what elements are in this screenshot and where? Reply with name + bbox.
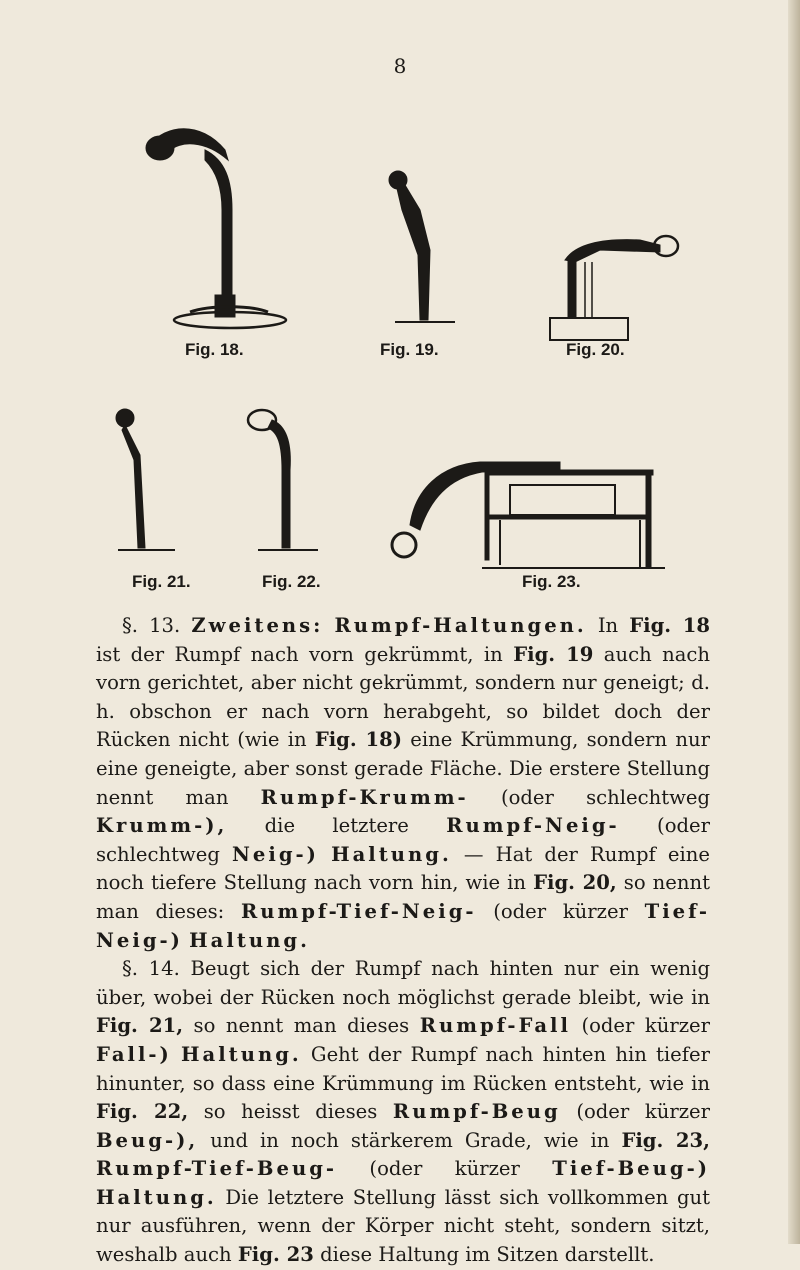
text-run: und in noch stärkerem Grade, wie in — [210, 1128, 610, 1152]
spaced-term: Rumpf-Krumm- — [260, 785, 469, 809]
spaced-term: Rumpf-Tief-Beug- — [96, 1157, 338, 1181]
fig23-illustration — [392, 462, 665, 568]
spaced-term: Haltung. — [189, 928, 310, 952]
spaced-term: Rumpf-Fall — [419, 1014, 571, 1038]
text-run: ist der Rumpf nach vorn gekrümmt, in — [96, 642, 503, 666]
figure-reference: Fig. 23, — [621, 1128, 710, 1152]
text-run: so nennt man dieses — [193, 1014, 410, 1038]
text-run: (oder schlechtweg — [500, 785, 710, 809]
fig22-illustration — [248, 410, 318, 550]
text-run: — Hat der Rumpf eine noch tiefere Stellung nach vorn hin, wie in — [96, 842, 710, 895]
spaced-term: Haltung. — [96, 1185, 217, 1209]
figure-reference: Fig. 23 — [237, 1243, 314, 1267]
fig21-illustration — [116, 409, 175, 550]
text-run: die letztere — [264, 814, 409, 838]
spaced-term: Rumpf-Haltungen. — [334, 614, 587, 637]
text-run: (oder kürzer — [493, 899, 628, 923]
text-run: Die letztere Stellung lässt sich vollkommen gut nur ausführen, wenn der Körper nicht steht, sondern sitzt, weshalb auch — [96, 1185, 710, 1267]
figure-reference: Fig. 18 — [629, 614, 711, 637]
fig19-caption: Fig. 19. — [380, 340, 439, 359]
spaced-term: Tief-Beug-) — [552, 1157, 710, 1181]
fig21-caption: Fig. 21. — [132, 572, 191, 591]
fig22-caption: Fig. 22. — [262, 572, 321, 591]
text-run: so nennt man dieses: — [96, 871, 710, 923]
section-number: §. 14. — [122, 957, 180, 981]
section-number: §. 13. — [122, 614, 181, 637]
fig18-illustration — [146, 129, 286, 328]
spaced-term: Haltung. — [181, 1042, 302, 1066]
text-run: (oder kürzer — [576, 1100, 710, 1124]
text-run: eine Krümmung, sondern nur eine geneigte, aber sonst gerade Fläche. Die erstere Stellung nennt man — [96, 728, 710, 809]
spaced-term: Haltung. — [331, 842, 452, 866]
text-run: Geht der Rumpf nach hinten hin tiefer hinunter, so dass eine Krümmung im Rücken entsteht, wie in — [96, 1042, 710, 1095]
figure-reference: Fig. 20, — [533, 871, 617, 895]
page-number: 8 — [393, 54, 407, 78]
spaced-term: Fall-) — [96, 1042, 172, 1066]
spaced-term: Tief-Neig-) — [96, 899, 710, 952]
paragraph-13 — [96, 612, 710, 955]
spaced-term: Krumm-), — [96, 814, 228, 838]
spaced-term: Rumpf-Beug — [392, 1100, 561, 1124]
figure-illustrations — [0, 0, 800, 600]
fig19-illustration — [389, 171, 455, 322]
spaced-term: Beug-), — [96, 1128, 199, 1152]
fig23-caption: Fig. 23. — [522, 572, 581, 591]
body-text — [96, 612, 710, 1270]
fig20-caption: Fig. 20. — [566, 340, 625, 359]
text-run: (oder schlechtweg — [96, 814, 710, 866]
spaced-term: Rumpf-Neig- — [446, 814, 620, 838]
text-run: so heisst dieses — [203, 1100, 378, 1124]
figure-reference: Fig. 19 — [513, 642, 594, 666]
fig20-illustration — [550, 236, 678, 340]
spaced-term: Neig-) — [232, 842, 319, 866]
spaced-term: Zweitens: — [191, 614, 324, 637]
text-run: diese Haltung im Sitzen darstellt. — [320, 1243, 655, 1267]
spaced-term: Rumpf-Tief-Neig- — [240, 899, 477, 923]
text-run: auch nach vorn gerichtet, aber nicht gekrümmt, sondern nur geneigt; d. h. obschon er nach vorn herabgeht, so bildet doch der Rücken nicht (wie in — [96, 642, 710, 752]
figure-reference: Fig. 18) — [314, 728, 403, 752]
figure-reference: Fig. 21, — [96, 1014, 184, 1038]
text-run: (oder kürzer — [369, 1157, 520, 1181]
text-run: Beugt sich der Rumpf nach hinten nur ein wenig über, wobei der Rücken noch möglichst gerade bleibt, wie in — [96, 957, 710, 1009]
text-run: (oder kürzer — [581, 1014, 711, 1038]
figure-reference: Fig. 22, — [96, 1100, 189, 1124]
paragraph-14 — [96, 955, 710, 1270]
text-run: In — [597, 614, 619, 637]
fig18-caption: Fig. 18. — [185, 340, 244, 359]
